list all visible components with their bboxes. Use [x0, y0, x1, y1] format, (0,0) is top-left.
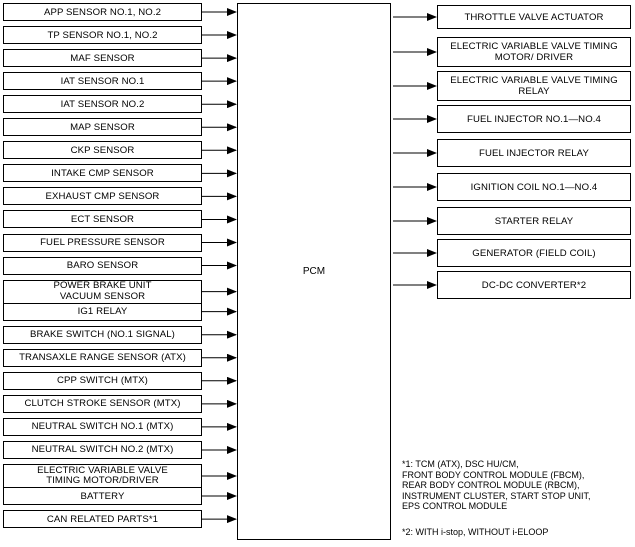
output-box: FUEL INJECTOR NO.1—NO.4 [437, 105, 631, 133]
input-box: BRAKE SWITCH (NO.1 SIGNAL) [3, 326, 202, 344]
input-box: IAT SENSOR NO.1 [3, 72, 202, 90]
input-box: TRANSAXLE RANGE SENSOR (ATX) [3, 349, 202, 367]
output-box: FUEL INJECTOR RELAY [437, 139, 631, 167]
footnote-2: *2: WITH i-stop, WITHOUT i-ELOOP [402, 527, 549, 537]
output-box: DC-DC CONVERTER*2 [437, 271, 631, 299]
input-box: APP SENSOR NO.1, NO.2 [3, 3, 202, 21]
input-box: CAN RELATED PARTS*1 [3, 510, 202, 528]
output-box: THROTTLE VALVE ACTUATOR [437, 5, 631, 29]
input-box: FUEL PRESSURE SENSOR [3, 234, 202, 252]
input-box: MAF SENSOR [3, 49, 202, 67]
input-box: IG1 RELAY [3, 303, 202, 321]
input-box: IAT SENSOR NO.2 [3, 95, 202, 113]
input-box: CPP SWITCH (MTX) [3, 372, 202, 390]
pcm-box [237, 3, 391, 540]
input-box: CLUTCH STROKE SENSOR (MTX) [3, 395, 202, 413]
output-box: IGNITION COIL NO.1—NO.4 [437, 173, 631, 201]
input-box: ELECTRIC VARIABLE VALVE TIMING MOTOR/DRIVER [3, 464, 202, 488]
input-box: BATTERY [3, 487, 202, 505]
input-box: TP SENSOR NO.1, NO.2 [3, 26, 202, 44]
input-box: INTAKE CMP SENSOR [3, 164, 202, 182]
input-box: EXHAUST CMP SENSOR [3, 187, 202, 205]
input-box: CKP SENSOR [3, 141, 202, 159]
input-box: BARO SENSOR [3, 257, 202, 275]
input-box: NEUTRAL SWITCH NO.1 (MTX) [3, 418, 202, 436]
input-box: POWER BRAKE UNIT VACUUM SENSOR [3, 280, 202, 304]
output-box: STARTER RELAY [437, 207, 631, 235]
output-box: GENERATOR (FIELD COIL) [437, 239, 631, 267]
output-box: ELECTRIC VARIABLE VALVE TIMING RELAY [437, 71, 631, 101]
footnote-1: *1: TCM (ATX), DSC HU/CM, FRONT BODY CONTROL MODULE (FBCM), REAR BODY CONTROL MODULE (RBCM), INSTRUMENT CLUSTER, START STOP UNIT, EPS CONTROL MODULE [402, 459, 591, 512]
input-box: NEUTRAL SWITCH NO.2 (MTX) [3, 441, 202, 459]
pcm-label: PCM [302, 266, 326, 277]
input-box: ECT SENSOR [3, 210, 202, 228]
input-box: MAP SENSOR [3, 118, 202, 136]
output-box: ELECTRIC VARIABLE VALVE TIMING MOTOR/ DRIVER [437, 37, 631, 67]
